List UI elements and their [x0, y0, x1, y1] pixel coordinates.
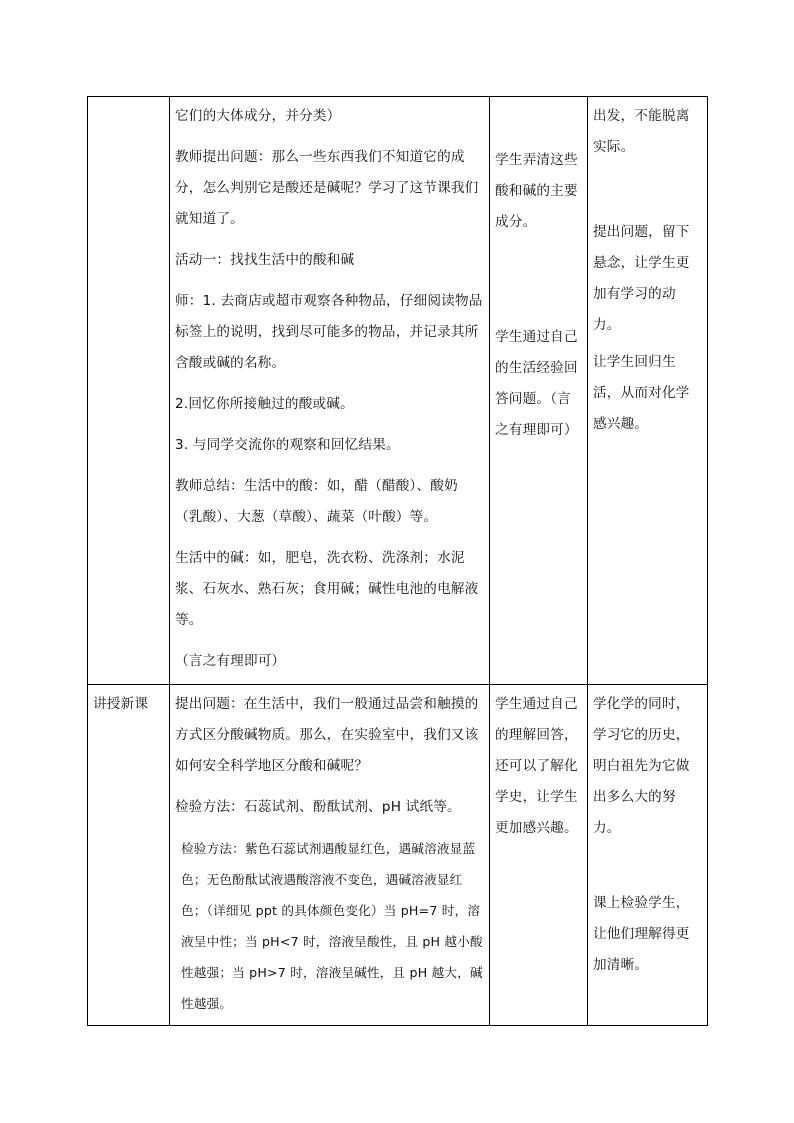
content-paragraph: 生活中的碱：如，肥皂，洗衣粉、洗涤剂；水泥浆、石灰水、熟石灰；食用碱；碱性电池的电解液等。 [175, 550, 479, 628]
design-intent-text: 出发，不能脱离实际。 [593, 108, 690, 155]
design-intent-text: 提出问题，留下悬念，让学生更加有学习的动力。 [593, 224, 690, 333]
lesson-plan-table [87, 96, 708, 1026]
design-intent-text: 让学生回归生活，从而对化学感兴趣。 [593, 354, 690, 432]
activity-heading: 活动一：找找生活中的酸和碱 [175, 252, 355, 268]
teaching-content-cell [170, 97, 490, 685]
stage-cell [88, 97, 170, 685]
content-paragraph: 检验方法：石蕊试剂、酚酞试剂、pH 试纸等。 [175, 799, 461, 815]
stage-label: 讲授新课 [93, 696, 149, 712]
content-paragraph: 师：1. 去商店或超市观察各种物品，仔细阅读物品标签上的说明，找到尽可能多的物品，并记录其所含酸或碱的名称。 [175, 293, 483, 371]
content-paragraph: 它们的大体成分，并分类） [175, 108, 341, 124]
stage-cell [88, 685, 170, 1026]
content-paragraph: 检验方法：紫色石蕊试剂遇酸显红色，遇碱溶液显蓝色；无色酚酞试液遇酸溶液不变色，遇碱溶液显红色；（详细见 ppt 的具体颜色变化）当 pH=7 时，溶液呈中性；当 pH<7 时，溶液呈酸性，且 pH 越小酸性越强；当 pH>7 时，溶液呈碱性，且 pH 越大，碱性越强。 [181, 841, 483, 1011]
teaching-content-cell [170, 685, 490, 1026]
design-intent-text: 学化学的同时，学习它的历史，明白祖先为它做出多么大的努力。 [593, 696, 690, 836]
table-row [88, 685, 708, 1026]
content-paragraph: 3. 与同学交流你的观察和回忆结果。 [175, 437, 400, 453]
content-paragraph: 教师提出问题：那么一些东西我们不知道它的成分，怎么判别它是酸还是碱呢？学习了这节课我们就知道了。 [175, 149, 479, 227]
content-paragraph: 提出问题：在生活中，我们一般通过品尝和触摸的方式区分酸碱物质。那么，在实验室中，我们又该如何安全科学地区分酸和碱呢？ [175, 696, 479, 774]
design-intent-text: 课上检验学生，让他们理解得更加清晰。 [593, 895, 690, 973]
student-activity-text: 学生通过自己的理解回答，还可以了解化学史，让学生更加感兴趣。 [495, 696, 578, 836]
design-intent-cell [588, 97, 708, 685]
student-activity-cell [490, 685, 588, 1026]
student-activity-cell [490, 97, 588, 685]
student-activity-text: 学生弄清这些酸和碱的主要成分。 [495, 152, 578, 230]
student-activity-text: 学生通过自己的生活经验回答问题。（言之有理即可） [495, 329, 578, 438]
content-paragraph: 教师总结：生活中的酸：如，醋（醋酸）、酸奶（乳酸）、大葱（草酸）、蔬菜（叶酸）等。 [175, 478, 458, 525]
table-row [88, 97, 708, 685]
content-paragraph: 2.回忆你所接触过的酸或碱。 [175, 396, 354, 412]
content-paragraph: （言之有理即可） [175, 653, 286, 669]
design-intent-cell [588, 685, 708, 1026]
